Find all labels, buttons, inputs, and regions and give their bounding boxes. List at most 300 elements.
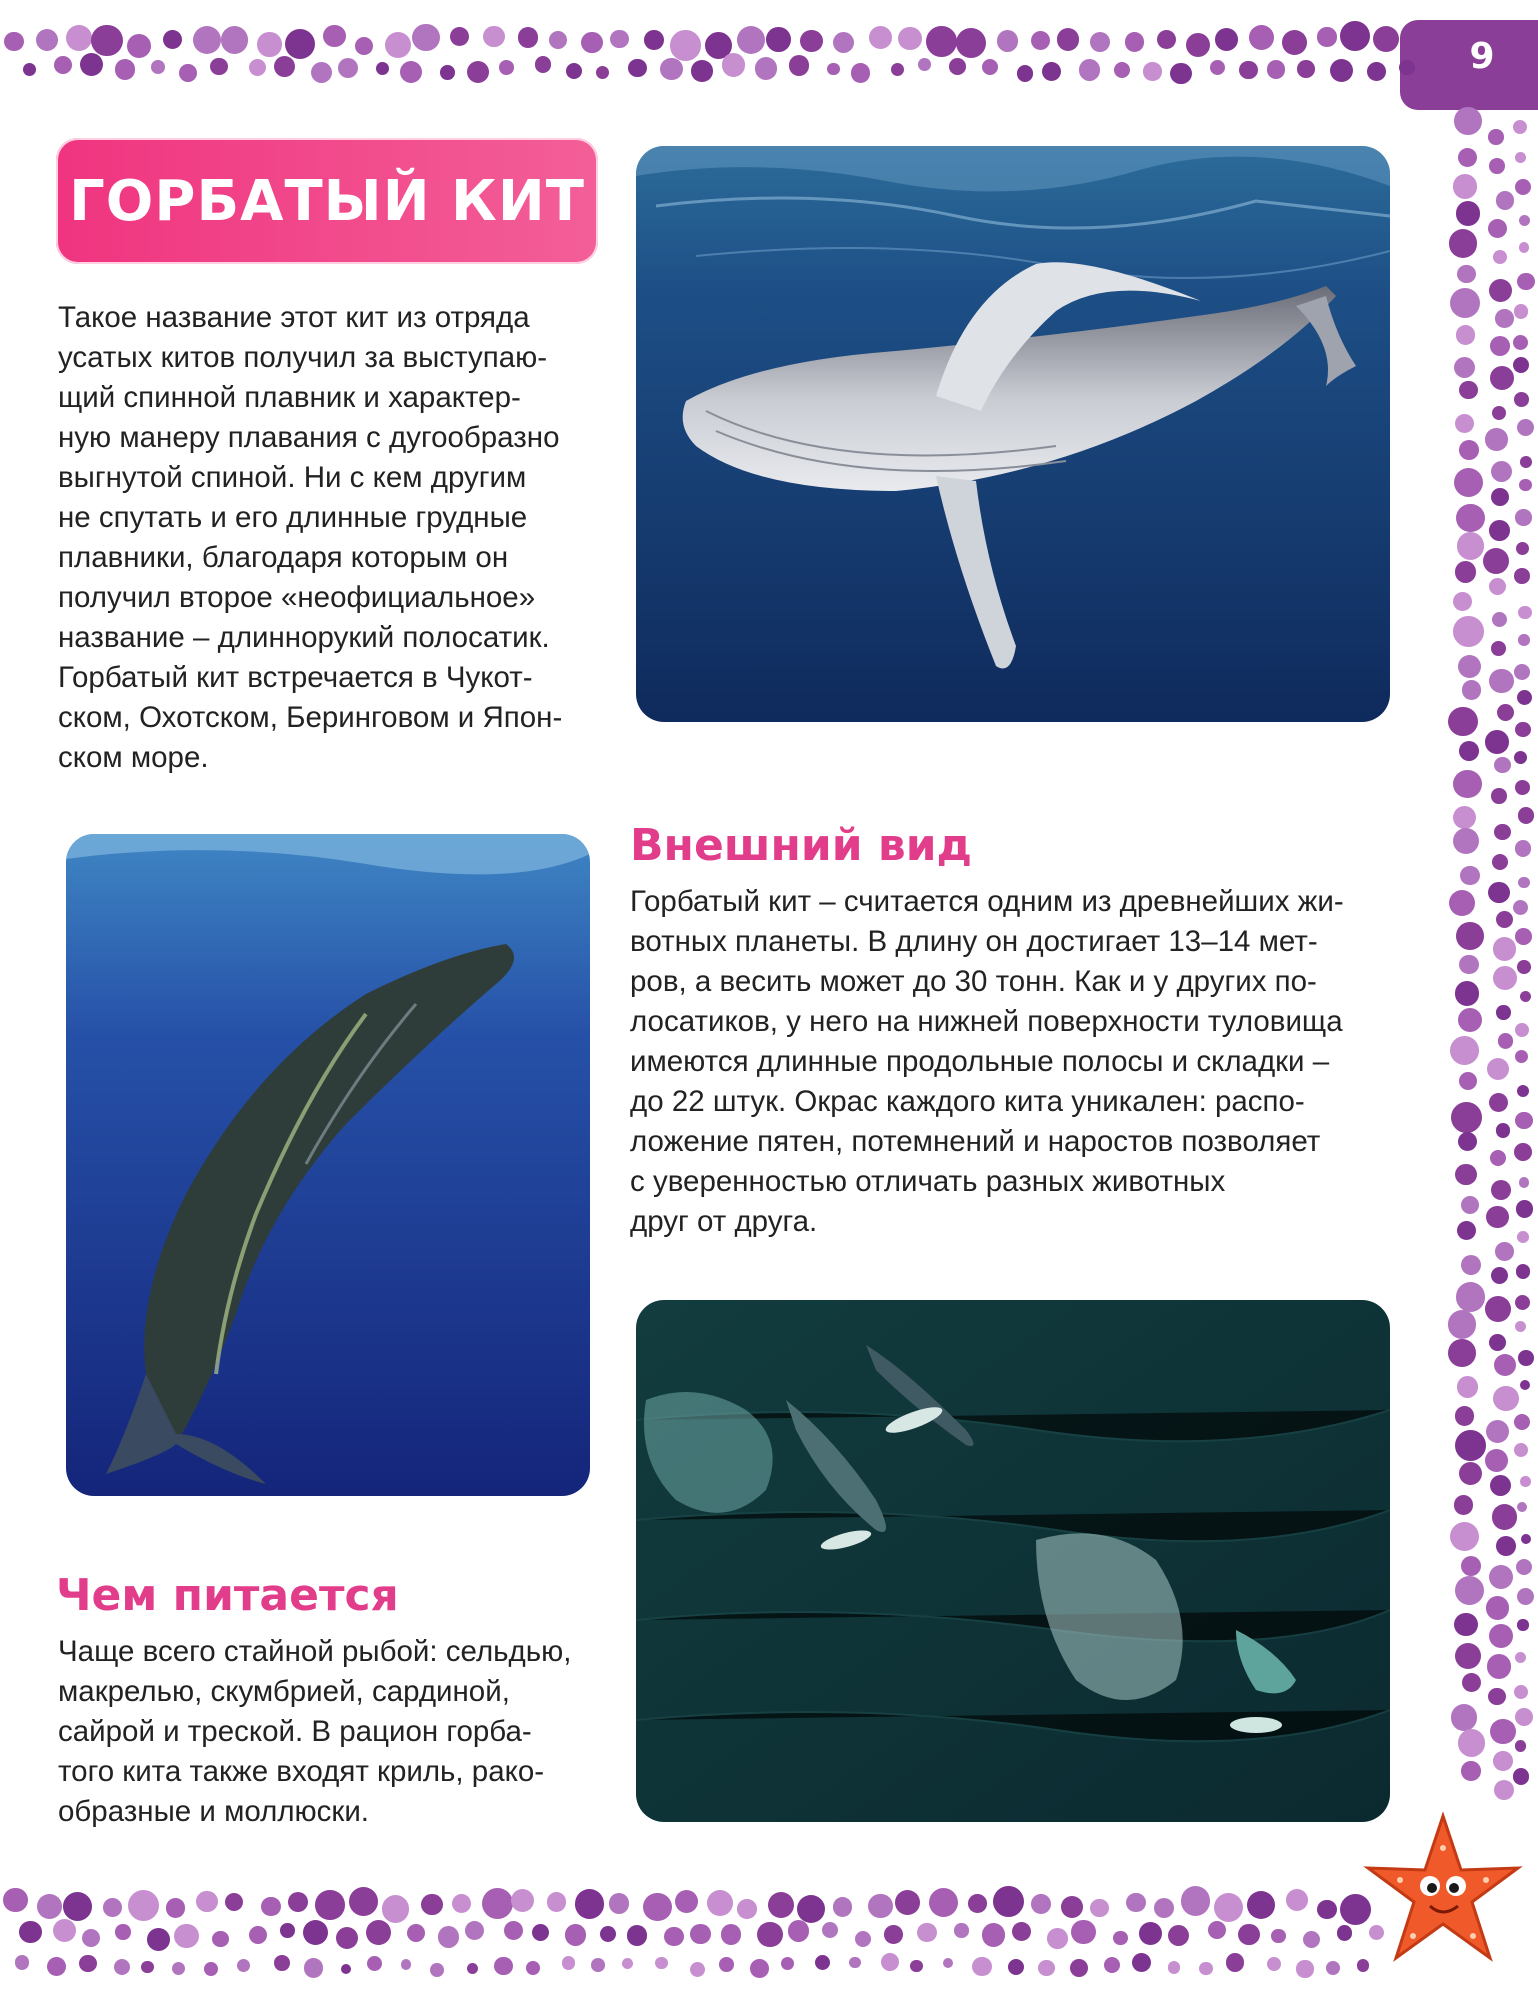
decor-dot <box>115 59 135 79</box>
decor-dot <box>1210 60 1225 75</box>
decor-dot <box>721 1924 741 1944</box>
diet-line: образные и моллюски. <box>58 1795 370 1828</box>
decor-dot <box>518 27 538 47</box>
decor-dot <box>1515 928 1532 945</box>
decor-dot <box>465 1921 484 1940</box>
decor-dot <box>1489 1334 1506 1351</box>
decor-dot <box>1519 215 1531 227</box>
decor-dot <box>36 29 58 51</box>
decor-dot <box>4 32 24 52</box>
decor-dot <box>549 31 567 49</box>
decor-dot <box>1498 1033 1513 1048</box>
decor-dot <box>103 1898 122 1917</box>
decor-dot <box>1012 1922 1031 1941</box>
decor-dot <box>1517 1085 1529 1097</box>
decor-dot <box>1451 1704 1477 1730</box>
intro-line: Горбатый кит встречается в Чукот- <box>58 661 533 694</box>
decor-dot <box>943 1958 954 1969</box>
decor-dot <box>1208 1921 1226 1939</box>
decor-dot <box>1457 1376 1479 1398</box>
decor-dot <box>1521 1534 1531 1544</box>
decor-dot <box>691 60 712 81</box>
appearance-line: Горбатый кит – считается одним из древнейших жи- <box>630 885 1344 918</box>
decor-dot <box>400 61 423 84</box>
decor-dot <box>1489 1624 1514 1649</box>
decor-dot <box>80 53 103 76</box>
decor-dot <box>1061 1896 1083 1918</box>
decor-dot <box>82 1929 100 1947</box>
decor-dot <box>675 1890 698 1913</box>
decor-dot <box>535 56 552 73</box>
decor-dot <box>127 34 151 58</box>
diet-line: Чаще всего стайной рыбой: сельдью, <box>58 1635 572 1668</box>
decor-dot <box>1487 1058 1509 1080</box>
decor-dot <box>53 1919 76 1942</box>
decor-dot <box>788 1920 810 1942</box>
decor-dot <box>1461 1556 1481 1576</box>
decor-dot <box>690 1962 705 1977</box>
decor-dot <box>355 37 373 55</box>
decor-dot <box>1453 616 1484 647</box>
decor-dot <box>1071 1920 1095 1944</box>
decor-dot <box>1493 1751 1513 1771</box>
decor-dot <box>1239 61 1257 79</box>
decor-dot <box>918 58 931 71</box>
decor-dot <box>526 1961 540 1975</box>
decor-dot <box>1079 59 1100 80</box>
decor-dot <box>1485 1296 1511 1322</box>
decor-dot <box>968 1894 987 1913</box>
decor-dot <box>1517 960 1531 974</box>
appearance-line: вотных планеты. В длину он достигает 13–14 мет- <box>630 925 1318 958</box>
decor-dot <box>1038 1960 1055 1977</box>
decor-dot <box>737 1899 757 1919</box>
decor-dot <box>1514 751 1527 764</box>
decor-dot <box>1455 981 1480 1006</box>
decor-dot <box>1214 1893 1243 1922</box>
decor-dot <box>1514 664 1530 680</box>
decor-dot <box>547 1892 567 1912</box>
decor-dot <box>1489 669 1514 694</box>
decor-dot <box>1451 1102 1482 1133</box>
decor-dot <box>1513 900 1528 915</box>
decor-dot <box>1513 120 1527 134</box>
decor-dot <box>338 58 358 78</box>
decor-dot <box>1303 1931 1321 1949</box>
page-title: ГОРБАТЫЙ КИТ <box>69 168 585 234</box>
decor-dot <box>1157 30 1176 49</box>
decor-dot <box>719 1957 734 1972</box>
decor-dot <box>926 26 957 57</box>
decor-dot <box>440 65 455 80</box>
decor-dot <box>1514 1143 1532 1161</box>
decor-dot <box>627 1925 648 1946</box>
decor-dot <box>288 1892 308 1912</box>
decor-dot <box>452 1894 472 1914</box>
decor-dot <box>1458 1729 1486 1757</box>
decor-dot <box>1520 1476 1531 1487</box>
diet-line: того кита также входят криль, рако- <box>58 1755 545 1788</box>
decor-dot <box>467 61 489 83</box>
decor-dot <box>644 30 664 50</box>
decor-dot <box>483 26 505 48</box>
decor-dot <box>982 1923 1006 1947</box>
decor-dot <box>1170 63 1191 84</box>
decor-dot <box>196 1891 218 1913</box>
decor-dot <box>1090 1899 1109 1918</box>
decor-dot <box>1518 807 1535 824</box>
decor-dot <box>1485 1449 1508 1472</box>
decor-dot <box>1330 59 1354 83</box>
intro-line: щий спинной плавник и характер- <box>58 381 521 414</box>
decor-dot <box>1492 406 1506 420</box>
decor-dot <box>1515 1708 1533 1726</box>
decor-dot <box>1514 1414 1530 1430</box>
decor-dot <box>1487 1654 1511 1678</box>
decor-dot <box>609 1893 629 1913</box>
decor-dot <box>1518 606 1531 619</box>
decor-dot <box>430 1963 444 1977</box>
decor-dot <box>1492 1504 1517 1529</box>
decor-dot <box>482 1888 513 1919</box>
appearance-line: ров, а весить может до 30 тонн. Как и у других по- <box>630 965 1317 998</box>
decor-dot <box>47 1957 66 1976</box>
decor-dot <box>303 1920 328 1945</box>
decor-dot <box>163 30 182 49</box>
decor-dot <box>581 32 603 54</box>
decor-dot <box>1515 1652 1526 1663</box>
decor-dot <box>1455 1164 1476 1185</box>
decor-dot <box>323 25 346 48</box>
decor-dot <box>1460 866 1479 885</box>
decor-dot <box>833 32 854 53</box>
decor-dot <box>737 26 766 55</box>
decor-dot <box>1132 1953 1151 1972</box>
decor-dot <box>1490 366 1514 390</box>
appearance-line: ложение пятен, потемнений и наростов позволяет <box>630 1125 1321 1158</box>
decor-dot <box>1450 288 1481 319</box>
decor-dot <box>1519 1177 1530 1188</box>
decor-dot <box>274 1955 290 1971</box>
decor-dot <box>1326 1961 1340 1975</box>
decor-dot <box>1488 882 1510 904</box>
decor-dot <box>1485 730 1509 754</box>
intro-line: выгнутой спиной. Ни с кем другим <box>58 461 527 494</box>
decor-dot <box>600 1926 616 1942</box>
decor-dot <box>1516 1559 1532 1575</box>
decor-dot <box>895 1890 920 1915</box>
decor-dot <box>1520 991 1531 1002</box>
decor-dot <box>869 26 892 49</box>
decor-dot <box>1249 25 1274 50</box>
decor-dot <box>1514 568 1529 583</box>
decor-dot <box>172 1962 185 1975</box>
decor-dot <box>1373 26 1400 53</box>
decor-dot <box>1516 1264 1531 1279</box>
decor-dot <box>851 63 870 82</box>
decor-dot <box>438 1926 460 1948</box>
decor-dot <box>1492 854 1508 870</box>
decor-dot <box>237 1959 250 1972</box>
decor-dot <box>757 1922 783 1948</box>
intro-line: Такое название этот кит из отряда <box>58 301 530 334</box>
decor-dot <box>1516 1200 1534 1218</box>
decor-dot <box>1296 1960 1313 1977</box>
decor-dot <box>562 1956 576 1970</box>
decor-dot <box>1456 504 1485 533</box>
decor-dot <box>1450 1522 1479 1551</box>
decor-dot <box>1090 32 1110 52</box>
decor-dot <box>1514 1685 1528 1699</box>
decor-dot <box>1181 1886 1211 1916</box>
decor-dot <box>1113 1931 1128 1946</box>
decor-dot <box>174 1924 198 1948</box>
decor-dot <box>341 1964 351 1974</box>
decor-dot <box>1514 392 1529 407</box>
decor-dot <box>511 1889 534 1912</box>
decor-dot <box>141 1961 154 1974</box>
decor-dot <box>1462 1673 1482 1693</box>
decor-dot <box>1488 1688 1506 1706</box>
decor-dot <box>1491 1180 1511 1200</box>
decor-dot <box>1515 152 1526 163</box>
decor-dot <box>1518 877 1529 888</box>
decor-dot <box>1515 1321 1526 1332</box>
decor-dot <box>766 27 791 52</box>
decor-dot <box>1455 1576 1484 1605</box>
decor-dot <box>881 1953 899 1971</box>
decor-dot <box>336 1927 358 1949</box>
decor-dot <box>1215 28 1238 51</box>
decor-dot <box>917 1923 936 1942</box>
decor-dot <box>1458 1132 1477 1151</box>
intro-line: усатых китов получил за выступаю- <box>58 341 548 374</box>
decor-dot <box>15 1955 30 1970</box>
decor-dot <box>660 58 683 81</box>
page-number: 9 <box>1469 36 1495 77</box>
decor-dot <box>1042 62 1061 81</box>
decor-dot <box>868 1894 893 1919</box>
decor-dot <box>1455 1430 1486 1461</box>
decor-dot <box>1457 532 1485 560</box>
intro-line: ском, Охотском, Беринговом и Япон- <box>58 701 563 734</box>
decor-dot <box>1495 309 1514 328</box>
decor-dot <box>1517 1502 1527 1512</box>
decor-dot <box>1448 1310 1477 1339</box>
decor-dot <box>366 1920 391 1945</box>
decor-dot <box>1459 955 1478 974</box>
decor-dot <box>212 1931 228 1947</box>
decor-dot <box>1483 548 1509 574</box>
decor-dot <box>575 1889 604 1918</box>
decor-dot <box>1070 1959 1088 1977</box>
decor-dot <box>221 26 249 54</box>
decor-dot <box>1459 741 1479 761</box>
decor-dot <box>1514 304 1529 319</box>
decor-dot <box>1271 1929 1285 1943</box>
decor-dot <box>257 32 281 56</box>
decor-dot <box>1494 1780 1514 1800</box>
decor-dot <box>1456 325 1475 344</box>
decor-dot <box>833 1897 853 1917</box>
decor-dot <box>63 1892 92 1921</box>
decor-dot <box>1513 335 1528 350</box>
decor-dot <box>1455 1643 1481 1669</box>
decor-dot <box>1462 680 1481 699</box>
decor-dot <box>1461 1196 1479 1214</box>
decor-dot <box>249 59 266 76</box>
decor-dot <box>1491 788 1506 803</box>
decor-dot <box>1008 1959 1024 1975</box>
decor-dot <box>1247 1891 1275 1919</box>
decor-dot <box>1453 174 1477 198</box>
decor-dot <box>1047 1928 1068 1949</box>
decor-dot <box>1457 1221 1476 1240</box>
decor-dot <box>1517 273 1534 290</box>
decor-dot <box>1518 634 1530 646</box>
appearance-line: лосатиков, у него на нижней поверхности туловища <box>630 1005 1343 1038</box>
decor-dot <box>1199 1962 1212 1975</box>
decor-dot <box>1517 1231 1529 1243</box>
decor-dot <box>1489 279 1512 302</box>
decor-dot <box>1515 1295 1530 1310</box>
intro-line: получил второе «неофициальное» <box>58 581 536 614</box>
decor-dot <box>1493 1386 1518 1411</box>
decor-dot <box>421 1894 443 1916</box>
decor-dot <box>1455 414 1474 433</box>
decor-dot <box>1495 1242 1514 1261</box>
decor-dot <box>1496 1005 1510 1019</box>
decor-dot <box>1493 250 1507 264</box>
decor-dot <box>1286 1889 1308 1911</box>
decor-dot <box>261 1897 281 1917</box>
appearance-paragraph <box>630 882 1400 1242</box>
decor-dot <box>655 1957 668 1970</box>
decor-dot <box>1297 60 1315 78</box>
decor-dot <box>367 1956 382 1971</box>
decor-dot <box>1267 1957 1281 1971</box>
decor-dot <box>1491 488 1509 506</box>
decor-dot <box>304 1958 323 1977</box>
decor-dot <box>1494 824 1511 841</box>
appearance-line: друг от друга. <box>630 1205 818 1238</box>
decor-dot <box>1515 722 1530 737</box>
decor-dot <box>1486 1420 1509 1443</box>
decor-dot <box>249 1926 267 1944</box>
decor-dot <box>1488 129 1503 144</box>
decor-dot <box>1518 1350 1534 1366</box>
decor-dot <box>789 55 809 75</box>
decor-dot <box>1515 1112 1532 1129</box>
decor-dot <box>800 30 822 52</box>
decor-dot <box>565 1924 586 1945</box>
decor-dot <box>37 1894 62 1919</box>
decor-dot <box>1513 1768 1529 1784</box>
decor-dot <box>1453 770 1482 799</box>
decor-dot <box>1125 32 1145 52</box>
decor-dot <box>315 1890 344 1919</box>
decor-dot <box>1455 561 1476 582</box>
decor-dot <box>1317 1900 1337 1920</box>
decor-dot <box>1519 242 1529 252</box>
decor-dot <box>1459 440 1479 460</box>
decor-dot <box>1490 1475 1511 1496</box>
decor-dot <box>412 24 440 52</box>
decor-dot <box>929 1888 958 1917</box>
decor-dot <box>499 60 514 75</box>
decor-dot <box>707 1890 733 1916</box>
decor-dot <box>910 1960 922 1972</box>
decor-dot <box>128 1890 159 1921</box>
decor-dot <box>54 56 72 74</box>
decor-dot <box>750 1959 769 1978</box>
decor-dot <box>1520 1380 1530 1390</box>
starfish-icon <box>1358 1808 1528 1978</box>
decor-dot <box>1517 690 1532 705</box>
decor-dot <box>797 1895 825 1923</box>
decor-dot <box>1489 578 1506 595</box>
decor-dot <box>467 1963 478 1974</box>
decor-dot <box>3 1888 28 1913</box>
decor-dot <box>1453 592 1472 611</box>
decor-dot <box>1491 641 1506 656</box>
decor-dot <box>1517 1619 1528 1630</box>
decor-dot <box>91 25 122 56</box>
decor-dot <box>1513 357 1529 373</box>
decor-dot <box>1450 1036 1479 1065</box>
decor-dot <box>1459 1072 1477 1090</box>
appearance-line: с уверенностью отличать разных животных <box>630 1165 1226 1198</box>
decor-dot <box>376 62 389 75</box>
decor-dot <box>1488 219 1507 238</box>
decor-dot <box>1516 542 1529 555</box>
decor-dot <box>1104 1957 1120 1973</box>
decor-dot <box>566 63 582 79</box>
decor-dot <box>1226 1953 1244 1971</box>
decor-dot <box>1454 1613 1477 1636</box>
decor-dot <box>643 1893 672 1922</box>
decor-dot <box>1515 509 1531 525</box>
decor-dot <box>1458 1008 1483 1033</box>
decor-dot <box>1491 461 1512 482</box>
decor-dot <box>179 64 197 82</box>
decor-dot <box>891 63 904 76</box>
decor-dot <box>1490 1719 1516 1745</box>
decor-dot <box>822 1922 838 1938</box>
intro-line: название – длиннорукий полосатик. <box>58 621 550 654</box>
decor-dot <box>1496 1536 1516 1556</box>
decor-dot <box>1486 1596 1510 1620</box>
decor-dot <box>1496 1123 1511 1138</box>
intro-line: ную манеру плавания с дугообразно <box>58 421 560 454</box>
decor-dot <box>1515 840 1531 856</box>
decor-dot <box>722 53 746 77</box>
decor-dot <box>1449 890 1475 916</box>
decor-dot <box>1491 1267 1508 1284</box>
decor-dot <box>1458 148 1477 167</box>
decor-dot <box>1489 520 1510 541</box>
decor-dot <box>450 27 469 46</box>
decor-dot <box>1515 1050 1528 1063</box>
decor-dot <box>1031 31 1050 50</box>
decor-dot <box>1459 1462 1482 1485</box>
decor-dot <box>591 1958 605 1972</box>
intro-line: плавники, благодаря которым он <box>58 541 509 574</box>
decor-dot <box>1458 655 1481 678</box>
decor-dot <box>972 1957 992 1977</box>
decor-dot <box>494 1957 513 1976</box>
decor-dot <box>349 1887 378 1916</box>
